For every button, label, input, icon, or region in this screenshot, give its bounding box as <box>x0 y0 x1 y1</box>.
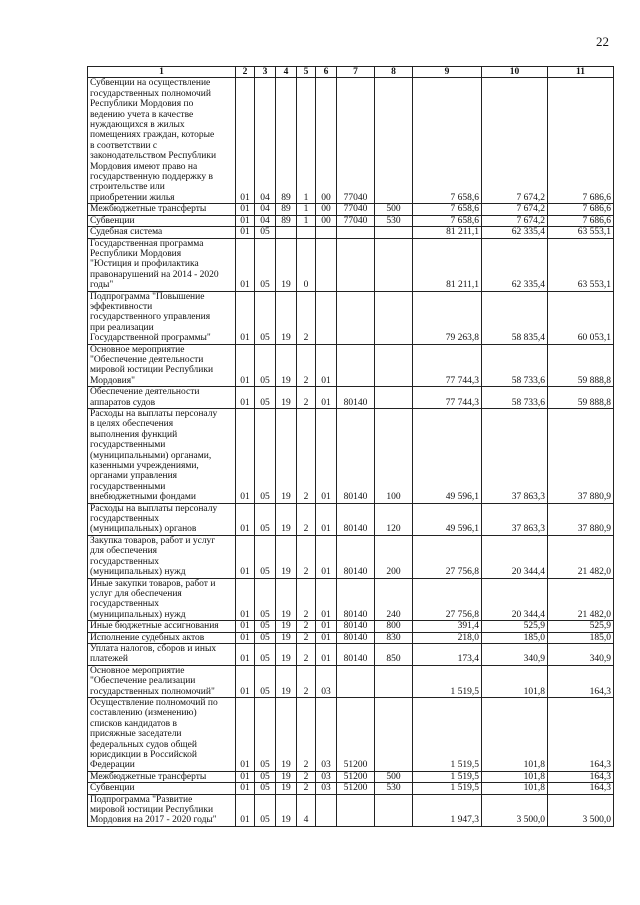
amount-cell: 218,0 <box>413 632 482 643</box>
table-row <box>88 344 614 387</box>
code-cell <box>316 227 337 238</box>
row-name-cell: Субвенции <box>88 215 236 226</box>
amount-cell: 59 888,8 <box>548 387 614 409</box>
amount-cell: 63 553,1 <box>548 227 614 238</box>
code-cell: 80140 <box>337 503 375 535</box>
code-cell: 01 <box>236 697 255 771</box>
table-row <box>88 771 614 782</box>
amount-cell: 7 686,6 <box>548 204 614 215</box>
table-row <box>88 578 614 621</box>
column-header-9: 9 <box>413 67 482 78</box>
code-cell <box>375 238 413 291</box>
table-body <box>88 78 614 826</box>
amount-cell: 1 519,5 <box>413 697 482 771</box>
row-name-cell: Подпрограмма "Развитие мировой юстиции Республики Мордовия на 2017 - 2020 годы" <box>88 794 236 826</box>
code-cell: 1 <box>297 78 316 204</box>
code-cell: 01 <box>236 665 255 697</box>
code-cell: 03 <box>316 665 337 697</box>
code-cell: 530 <box>375 783 413 794</box>
amount-cell: 391,4 <box>413 621 482 632</box>
amount-cell: 79 263,8 <box>413 291 482 344</box>
amount-cell: 58 733,6 <box>482 344 548 387</box>
amount-cell: 27 756,8 <box>413 578 482 621</box>
row-name-cell: Осуществление полномочий по составлению (изменению) списков кандидатов в присяжные заседатели федеральных судов общей юрисдикции в Российской Федерации <box>88 697 236 771</box>
code-cell: 2 <box>297 697 316 771</box>
code-cell <box>375 794 413 826</box>
amount-cell: 20 344,4 <box>482 578 548 621</box>
code-cell: 4 <box>297 794 316 826</box>
code-cell: 05 <box>255 238 276 291</box>
code-cell: 80140 <box>337 535 375 578</box>
row-name-cell: Судебная система <box>88 227 236 238</box>
table-row <box>88 794 614 826</box>
table-row <box>88 697 614 771</box>
code-cell: 2 <box>297 665 316 697</box>
code-cell: 01 <box>236 387 255 409</box>
code-cell: 2 <box>297 578 316 621</box>
column-header-2: 2 <box>236 67 255 78</box>
code-cell <box>375 227 413 238</box>
code-cell: 19 <box>276 578 297 621</box>
code-cell: 19 <box>276 291 297 344</box>
code-cell: 1 <box>297 204 316 215</box>
table-row <box>88 387 614 409</box>
code-cell: 01 <box>316 632 337 643</box>
code-cell: 01 <box>236 794 255 826</box>
amount-cell: 7 658,6 <box>413 78 482 204</box>
amount-cell: 37 880,9 <box>548 409 614 504</box>
code-cell: 00 <box>316 78 337 204</box>
row-name-cell: Подпрограмма "Повышение эффективности государственного управления при реализации Государственной программы" <box>88 291 236 344</box>
code-cell: 04 <box>255 204 276 215</box>
code-cell <box>316 291 337 344</box>
code-cell: 100 <box>375 409 413 504</box>
code-cell: 01 <box>316 387 337 409</box>
code-cell: 19 <box>276 643 297 665</box>
code-cell: 05 <box>255 783 276 794</box>
amount-cell: 7 686,6 <box>548 215 614 226</box>
amount-cell: 3 500,0 <box>482 794 548 826</box>
code-cell: 19 <box>276 665 297 697</box>
amount-cell: 3 500,0 <box>548 794 614 826</box>
amount-cell: 63 553,1 <box>548 238 614 291</box>
code-cell: 01 <box>316 409 337 504</box>
code-cell: 240 <box>375 578 413 621</box>
code-cell: 05 <box>255 503 276 535</box>
code-cell: 500 <box>375 204 413 215</box>
table-row <box>88 632 614 643</box>
amount-cell: 340,9 <box>548 643 614 665</box>
code-cell: 2 <box>297 409 316 504</box>
row-name-cell: Расходы на выплаты персоналу в целях обеспечения выполнения функций государственными (муниципальными) органами, казенными учреждениями, органами управления государственными внебюджетными фондами <box>88 409 236 504</box>
code-cell: 05 <box>255 697 276 771</box>
amount-cell: 340,9 <box>482 643 548 665</box>
amount-cell: 49 596,1 <box>413 409 482 504</box>
code-cell: 01 <box>316 643 337 665</box>
page-number: 22 <box>596 34 609 49</box>
code-cell: 05 <box>255 227 276 238</box>
code-cell: 00 <box>316 215 337 226</box>
code-cell: 80140 <box>337 409 375 504</box>
code-cell: 01 <box>236 215 255 226</box>
code-cell <box>316 238 337 291</box>
code-cell: 2 <box>297 503 316 535</box>
code-cell: 500 <box>375 771 413 782</box>
code-cell: 2 <box>297 621 316 632</box>
code-cell <box>297 227 316 238</box>
amount-cell: 7 658,6 <box>413 215 482 226</box>
row-name-cell: Обеспечение деятельности аппаратов судов <box>88 387 236 409</box>
budget-table <box>87 66 614 827</box>
header-row <box>88 67 614 78</box>
row-name-cell: Межбюджетные трансферты <box>88 204 236 215</box>
code-cell: 2 <box>297 535 316 578</box>
amount-cell: 101,8 <box>482 771 548 782</box>
row-name-cell: Межбюджетные трансферты <box>88 771 236 782</box>
amount-cell: 21 482,0 <box>548 578 614 621</box>
code-cell: 19 <box>276 238 297 291</box>
code-cell: 01 <box>236 535 255 578</box>
amount-cell: 58 733,6 <box>482 387 548 409</box>
amount-cell: 1 519,5 <box>413 771 482 782</box>
amount-cell: 164,3 <box>548 665 614 697</box>
code-cell: 830 <box>375 632 413 643</box>
row-name-cell: Закупка товаров, работ и услуг для обеспечения государственных (муниципальных) нужд <box>88 535 236 578</box>
code-cell: 01 <box>316 344 337 387</box>
code-cell: 05 <box>255 794 276 826</box>
code-cell: 0 <box>297 238 316 291</box>
code-cell: 05 <box>255 387 276 409</box>
code-cell: 2 <box>297 771 316 782</box>
code-cell <box>375 697 413 771</box>
amount-cell: 77 744,3 <box>413 387 482 409</box>
row-name-cell: Иные закупки товаров, работ и услуг для обеспечения государственных (муниципальных) нужд <box>88 578 236 621</box>
code-cell: 05 <box>255 665 276 697</box>
amount-cell: 62 335,4 <box>482 238 548 291</box>
code-cell: 89 <box>276 204 297 215</box>
table-row <box>88 621 614 632</box>
code-cell: 19 <box>276 632 297 643</box>
row-name-cell: Основное мероприятие "Обеспечение деятельности мировой юстиции Республики Мордовия" <box>88 344 236 387</box>
code-cell: 01 <box>236 771 255 782</box>
code-cell: 80140 <box>337 643 375 665</box>
amount-cell: 101,8 <box>482 697 548 771</box>
code-cell: 19 <box>276 387 297 409</box>
amount-cell: 37 863,3 <box>482 409 548 504</box>
code-cell: 01 <box>236 291 255 344</box>
amount-cell: 164,3 <box>548 771 614 782</box>
code-cell: 01 <box>316 535 337 578</box>
amount-cell: 20 344,4 <box>482 535 548 578</box>
code-cell: 01 <box>236 503 255 535</box>
table-row <box>88 503 614 535</box>
column-header-10: 10 <box>482 67 548 78</box>
code-cell <box>337 794 375 826</box>
code-cell: 51200 <box>337 771 375 782</box>
amount-cell: 7 658,6 <box>413 204 482 215</box>
code-cell: 77040 <box>337 78 375 204</box>
code-cell: 51200 <box>337 697 375 771</box>
code-cell <box>276 227 297 238</box>
row-name-cell: Государственная программа Республики Мордовия "Юстиция и профилактика правонарушений на 2014 - 2020 годы" <box>88 238 236 291</box>
code-cell: 00 <box>316 204 337 215</box>
code-cell <box>375 387 413 409</box>
code-cell: 03 <box>316 697 337 771</box>
table-row <box>88 78 614 204</box>
code-cell: 05 <box>255 409 276 504</box>
amount-cell: 21 482,0 <box>548 535 614 578</box>
code-cell: 19 <box>276 771 297 782</box>
amount-cell: 7 674,2 <box>482 215 548 226</box>
code-cell: 05 <box>255 621 276 632</box>
code-cell <box>375 665 413 697</box>
amount-cell: 7 674,2 <box>482 78 548 204</box>
amount-cell: 173,4 <box>413 643 482 665</box>
code-cell: 04 <box>255 215 276 226</box>
code-cell: 800 <box>375 621 413 632</box>
code-cell: 19 <box>276 344 297 387</box>
code-cell <box>337 344 375 387</box>
code-cell: 89 <box>276 78 297 204</box>
amount-cell: 59 888,8 <box>548 344 614 387</box>
code-cell <box>337 291 375 344</box>
code-cell: 05 <box>255 344 276 387</box>
code-cell: 05 <box>255 578 276 621</box>
row-name-cell: Расходы на выплаты персоналу государственных (муниципальных) органов <box>88 503 236 535</box>
amount-cell: 62 335,4 <box>482 227 548 238</box>
code-cell: 51200 <box>337 783 375 794</box>
table-row <box>88 783 614 794</box>
row-name-cell: Основное мероприятие "Обеспечение реализации государственных полномочий" <box>88 665 236 697</box>
amount-cell: 27 756,8 <box>413 535 482 578</box>
code-cell: 80140 <box>337 632 375 643</box>
amount-cell: 81 211,1 <box>413 238 482 291</box>
code-cell: 2 <box>297 387 316 409</box>
amount-cell: 60 053,1 <box>548 291 614 344</box>
code-cell: 01 <box>236 621 255 632</box>
code-cell: 01 <box>316 621 337 632</box>
code-cell: 01 <box>236 344 255 387</box>
code-cell: 19 <box>276 621 297 632</box>
amount-cell: 77 744,3 <box>413 344 482 387</box>
code-cell: 19 <box>276 503 297 535</box>
row-name-cell: Иные бюджетные ассигнования <box>88 621 236 632</box>
amount-cell: 1 519,5 <box>413 665 482 697</box>
code-cell: 89 <box>276 215 297 226</box>
code-cell: 01 <box>236 78 255 204</box>
code-cell: 2 <box>297 643 316 665</box>
code-cell: 01 <box>236 409 255 504</box>
code-cell: 01 <box>236 643 255 665</box>
row-name-cell: Уплата налогов, сборов и иных платежей <box>88 643 236 665</box>
table-row <box>88 227 614 238</box>
code-cell: 2 <box>297 291 316 344</box>
table-row <box>88 215 614 226</box>
amount-cell: 37 863,3 <box>482 503 548 535</box>
amount-cell: 1 947,3 <box>413 794 482 826</box>
column-header-6: 6 <box>316 67 337 78</box>
code-cell: 200 <box>375 535 413 578</box>
code-cell: 19 <box>276 783 297 794</box>
amount-cell: 49 596,1 <box>413 503 482 535</box>
amount-cell: 185,0 <box>548 632 614 643</box>
amount-cell: 525,9 <box>482 621 548 632</box>
code-cell: 19 <box>276 535 297 578</box>
code-cell: 01 <box>236 632 255 643</box>
code-cell: 04 <box>255 78 276 204</box>
code-cell <box>316 794 337 826</box>
amount-cell: 7 674,2 <box>482 204 548 215</box>
code-cell: 05 <box>255 771 276 782</box>
code-cell: 19 <box>276 794 297 826</box>
code-cell: 19 <box>276 697 297 771</box>
code-cell: 2 <box>297 632 316 643</box>
column-header-7: 7 <box>337 67 375 78</box>
code-cell: 01 <box>316 578 337 621</box>
code-cell: 01 <box>236 227 255 238</box>
amount-cell: 525,9 <box>548 621 614 632</box>
code-cell <box>337 665 375 697</box>
amount-cell: 7 686,6 <box>548 78 614 204</box>
code-cell: 03 <box>316 783 337 794</box>
table-row <box>88 535 614 578</box>
code-cell: 01 <box>236 783 255 794</box>
row-name-cell: Субвенции на осуществление государственных полномочий Республики Мордовия по ведению учета в качестве нуждающихся в жилых помещениях граждан, которые в соответствии с законодательством Республики Мордовия имеют право на государственную поддержку в строительстве или приобретении жилья <box>88 78 236 204</box>
code-cell: 03 <box>316 771 337 782</box>
code-cell: 850 <box>375 643 413 665</box>
amount-cell: 37 880,9 <box>548 503 614 535</box>
code-cell <box>375 344 413 387</box>
code-cell: 1 <box>297 215 316 226</box>
code-cell: 80140 <box>337 578 375 621</box>
code-cell: 05 <box>255 535 276 578</box>
amount-cell: 1 519,5 <box>413 783 482 794</box>
row-name-cell: Исполнение судебных актов <box>88 632 236 643</box>
code-cell: 19 <box>276 409 297 504</box>
code-cell: 77040 <box>337 215 375 226</box>
code-cell: 2 <box>297 344 316 387</box>
code-cell: 120 <box>375 503 413 535</box>
amount-cell: 164,3 <box>548 697 614 771</box>
amount-cell: 101,8 <box>482 783 548 794</box>
row-name-cell: Субвенции <box>88 783 236 794</box>
amount-cell: 185,0 <box>482 632 548 643</box>
table-row <box>88 204 614 215</box>
code-cell: 2 <box>297 783 316 794</box>
code-cell: 01 <box>236 238 255 291</box>
code-cell: 05 <box>255 643 276 665</box>
column-header-8: 8 <box>375 67 413 78</box>
column-header-3: 3 <box>255 67 276 78</box>
amount-cell: 101,8 <box>482 665 548 697</box>
code-cell: 05 <box>255 632 276 643</box>
column-header-4: 4 <box>276 67 297 78</box>
table-row <box>88 291 614 344</box>
table-row <box>88 409 614 504</box>
column-header-11: 11 <box>548 67 614 78</box>
code-cell: 05 <box>255 291 276 344</box>
code-cell <box>337 238 375 291</box>
amount-cell: 81 211,1 <box>413 227 482 238</box>
amount-cell: 58 835,4 <box>482 291 548 344</box>
column-header-5: 5 <box>297 67 316 78</box>
code-cell: 530 <box>375 215 413 226</box>
column-header-1: 1 <box>88 67 236 78</box>
code-cell: 01 <box>316 503 337 535</box>
code-cell: 80140 <box>337 621 375 632</box>
table-row <box>88 643 614 665</box>
code-cell <box>337 227 375 238</box>
code-cell <box>375 291 413 344</box>
table-row <box>88 665 614 697</box>
code-cell: 01 <box>236 204 255 215</box>
amount-cell: 164,3 <box>548 783 614 794</box>
code-cell: 77040 <box>337 204 375 215</box>
code-cell <box>375 78 413 204</box>
code-cell: 80140 <box>337 387 375 409</box>
code-cell: 01 <box>236 578 255 621</box>
table-row <box>88 238 614 291</box>
